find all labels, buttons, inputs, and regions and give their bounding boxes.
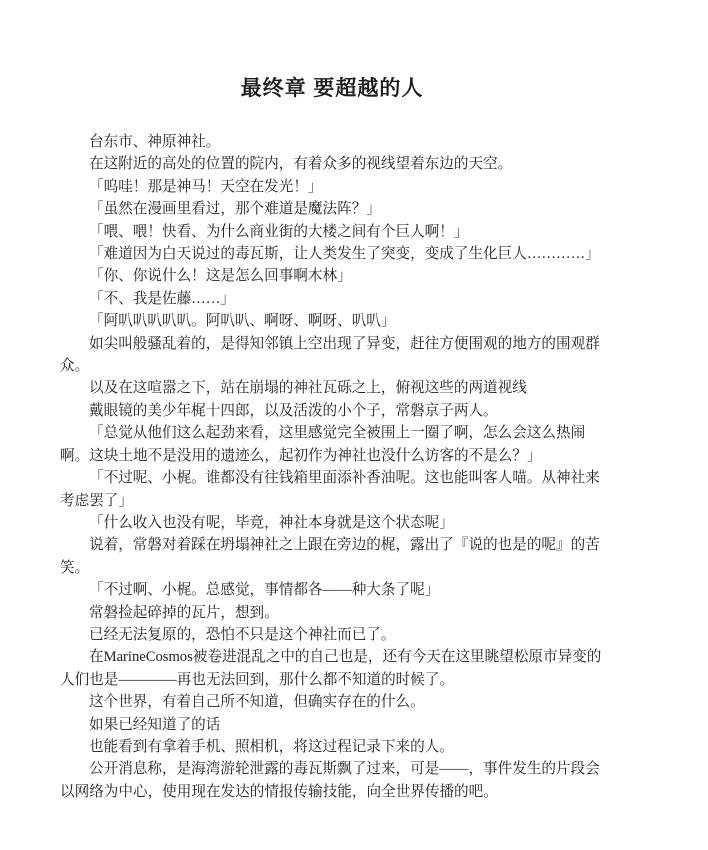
paragraph (60, 691, 656, 713)
text-line: 「不过呢、小梶。谁都没有往钱箱里面添补香油呢。这也能叫客人喵。从神社来 (89, 470, 600, 487)
text-line: 如尖叫般骚乱着的，是得知邻镇上空出现了异变，赶往方便围观的地方的围观群 (89, 335, 600, 352)
paragraph (60, 736, 656, 758)
paragraph (60, 221, 656, 243)
paragraph (60, 198, 656, 220)
text-line: 「呜哇！那是神马！天空在发光！」 (89, 178, 323, 195)
text-line: 「不过啊、小梶。总感觉，事情都各——种大条了呢」 (89, 582, 440, 599)
text-line: 「难道因为白天说过的毒瓦斯，让人类发生了突变，变成了生化巨人…………」 (89, 246, 600, 263)
text-line: 常磐捡起碎掉的瓦片，想到。 (89, 604, 279, 621)
paragraph (60, 176, 656, 198)
paragraph (60, 646, 656, 691)
text-line: 如果已经知道了的话 (89, 716, 221, 733)
paragraph (60, 333, 656, 378)
paragraph (60, 579, 656, 601)
paragraph (60, 467, 656, 512)
text-line: 众。 (60, 358, 90, 375)
text-line: 「喂、喂！快看、为什么商业街的大楼之间有个巨人啊！」 (89, 223, 469, 240)
text-line: 以及在这喧嚣之下，站在崩塌的神社瓦砾之上，俯视这些的两道视线 (89, 380, 527, 397)
chapter-title: 最终章 要超越的人 (240, 77, 424, 100)
paragraph (60, 153, 656, 175)
paragraph (60, 422, 656, 467)
paragraph (60, 265, 656, 287)
text-line: 以网络为中心，使用现在发达的情报传输技能，向全世界传播的吧。 (60, 783, 498, 800)
text-line: 「什么收入也没有呢，毕竟，神社本身就是这个状态呢」 (89, 514, 454, 531)
paragraph (60, 758, 656, 803)
paragraph (60, 243, 656, 265)
text-line: 戴眼镜的美少年梶十四郎，以及活泼的小个子，常磐京子两人。 (89, 402, 498, 419)
text-line: 台东市、神原神社。 (89, 134, 221, 150)
text-line: 考虑罢了」 (60, 492, 133, 509)
paragraph (60, 310, 656, 332)
paragraph (60, 377, 656, 399)
paragraph (60, 602, 656, 624)
paragraph (60, 512, 656, 534)
text-line: 「阿叭叭叭叭叭。阿叭叭、啊呀、啊呀、叭叭」 (89, 313, 396, 330)
text-line: 啊。这块土地不是没用的遗迹么，起初作为神社也没什么访客的不是么？」 (60, 447, 542, 464)
text-line: 「你、你说什么！这是怎么回事啊木林」 (89, 268, 352, 285)
text-line: 「虽然在漫画里看过，那个难道是魔法阵？」 (89, 201, 381, 218)
paragraph (60, 288, 656, 310)
text-line: 「不、我是佐藤……」 (89, 290, 235, 307)
text-line: 在MarineCosmos被卷进混乱之中的自己也是，还有今天在这里眺望松原市异变的 (89, 649, 602, 666)
text-line: 这个世界，有着自己所不知道，但确实存在的什么。 (89, 694, 425, 711)
text-line: 说着，常磐对着踩在坍塌神社之上跟在旁边的梶，露出了『说的也是的呢』的苦 (89, 537, 600, 554)
paragraph (60, 714, 656, 736)
text-line: 也能看到有拿着手机、照相机，将这过程记录下来的人。 (89, 738, 454, 755)
text-line: 在这附近的高处的位置的院内，有着众多的视线望着东边的天空。 (89, 156, 513, 173)
text-line: 笑。 (60, 559, 90, 576)
body-text (60, 131, 656, 803)
text-line: 已经无法复原的，恐怕不只是这个神社而已了。 (89, 626, 396, 643)
paragraph (60, 400, 656, 422)
text-line: 「总觉从他们这么起劲来看，这里感觉完全被围上一圈了啊，怎么会这么热闹 (89, 425, 586, 442)
paragraph (60, 131, 656, 153)
text-line: 人们也是————再也无法回到，那什么都不知道的时候了。 (60, 671, 455, 688)
paragraph (60, 534, 656, 579)
paragraph (60, 624, 656, 646)
text-line: 公开消息称，是海湾游轮泄露的毒瓦斯飘了过来，可是——，事件发生的片段会 (89, 761, 600, 778)
